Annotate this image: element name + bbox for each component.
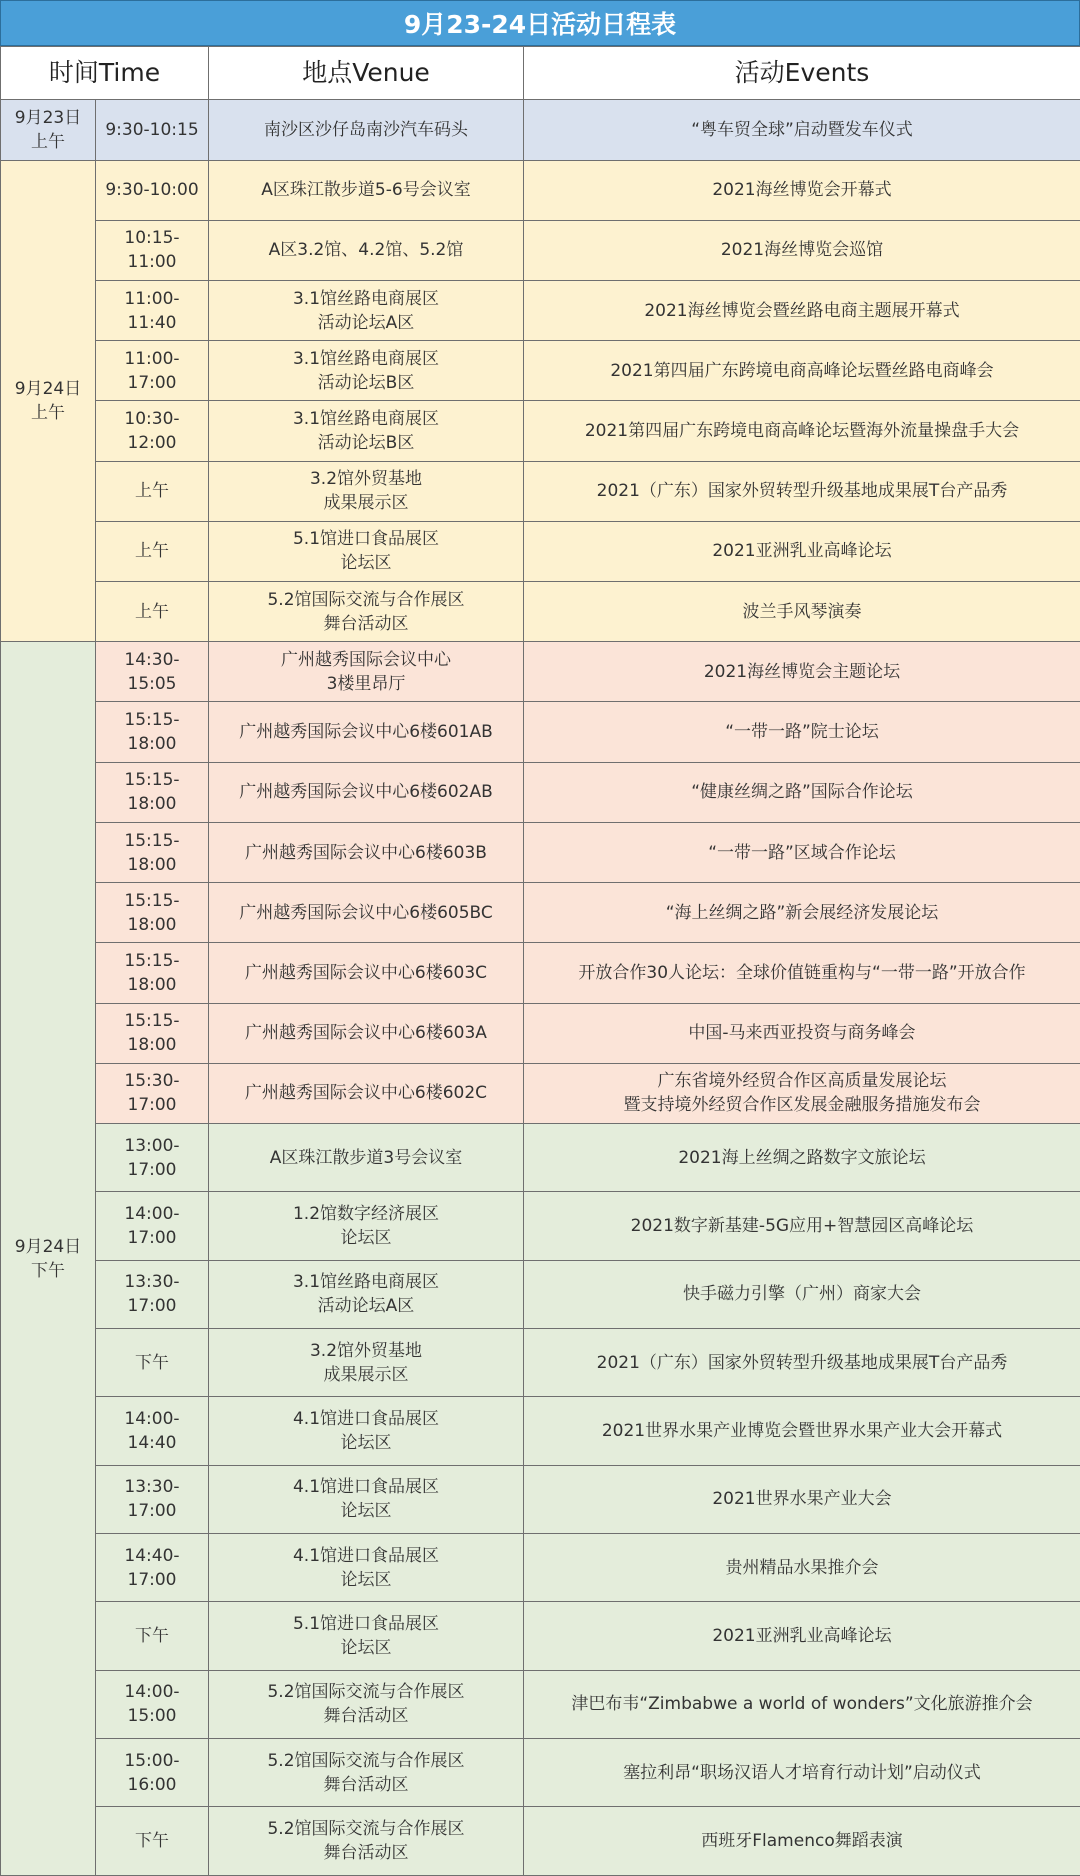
text-line: 广州越秀国际会议中心6楼603C xyxy=(244,962,488,983)
text-line: 广州越秀国际会议中心6楼602C xyxy=(244,1083,488,1104)
event-cell xyxy=(524,461,1080,521)
text-line: 南沙区沙仔岛南沙汽车码头 xyxy=(264,119,468,140)
table-row xyxy=(1,521,1080,581)
event-cell xyxy=(524,1124,1080,1192)
table-row xyxy=(1,822,1080,882)
table-row xyxy=(1,702,1080,762)
venue-cell xyxy=(209,822,524,882)
text-line: 贵州精品水果推介会 xyxy=(725,1557,879,1578)
table-row xyxy=(1,341,1080,401)
venue-cell xyxy=(209,1670,524,1738)
event-cell xyxy=(524,762,1080,822)
text-line: 津巴布韦“Zimbabwe a world of wonders”文化旅游推介会 xyxy=(571,1694,1033,1715)
time-cell: 15:30-17:00 xyxy=(96,1063,209,1123)
time-cell: 13:00-17:00 xyxy=(96,1124,209,1192)
venue-cell xyxy=(209,521,524,581)
event-cell xyxy=(524,1738,1080,1806)
table-row xyxy=(1,1397,1080,1465)
time-cell: 15:15-18:00 xyxy=(96,762,209,822)
table-row xyxy=(1,1465,1080,1533)
event-cell xyxy=(524,160,1080,220)
text-line: 论坛区 xyxy=(340,1432,392,1453)
text-line: 3.1馆丝路电商展区 xyxy=(292,1272,440,1293)
text-line: 2021第四届广东跨境电商高峰论坛暨丝路电商峰会 xyxy=(610,360,994,381)
text-line: 2021数字新基建-5G应用+智慧园区高峰论坛 xyxy=(630,1215,974,1236)
text-line: 广州越秀国际会议中心6楼601AB xyxy=(239,722,493,743)
table-row xyxy=(1,1328,1080,1396)
time-cell: 15:15-18:00 xyxy=(96,1003,209,1063)
table-row xyxy=(1,1807,1080,1876)
venue-cell xyxy=(209,1003,524,1063)
table-row xyxy=(1,1063,1080,1123)
time-cell: 14:00-14:40 xyxy=(96,1397,209,1465)
text-line: 3.2馆外贸基地 xyxy=(309,469,423,490)
date-cell xyxy=(1,100,96,160)
text-line: 3.2馆外贸基地 xyxy=(309,1340,423,1361)
table-row xyxy=(1,883,1080,943)
table-row xyxy=(1,1602,1080,1670)
venue-cell xyxy=(209,1260,524,1328)
text-line: 活动论坛B区 xyxy=(317,432,415,453)
venue-cell xyxy=(209,1738,524,1806)
date-cell xyxy=(1,642,96,1876)
table-row xyxy=(1,1260,1080,1328)
table-row xyxy=(1,1533,1080,1601)
table-row xyxy=(1,1124,1080,1192)
text-line: 舞台活动区 xyxy=(323,1843,409,1864)
text-line: 暨支持境外经贸合作区发展金融服务措施发布会 xyxy=(623,1095,981,1116)
text-line: 5.2馆国际交流与合作展区 xyxy=(267,1819,465,1840)
time-cell: 15:15-18:00 xyxy=(96,822,209,882)
schedule-table xyxy=(0,46,1080,1876)
venue-cell xyxy=(209,280,524,340)
time-cell: 下午 xyxy=(96,1328,209,1396)
time-cell: 9:30-10:15 xyxy=(96,100,209,160)
text-line: A区3.2馆、4.2馆、5.2馆 xyxy=(268,240,464,261)
table-row xyxy=(1,1003,1080,1063)
text-line: 开放合作30人论坛：全球价值链重构与“一带一路”开放合作 xyxy=(578,962,1026,983)
text-line: 西班牙Flamenco舞蹈表演 xyxy=(701,1831,903,1852)
event-cell xyxy=(524,822,1080,882)
text-line: 9月24日 xyxy=(14,378,82,399)
event-cell xyxy=(524,401,1080,461)
event-cell xyxy=(524,1465,1080,1533)
text-line: 2021世界水果产业大会 xyxy=(712,1489,892,1510)
event-cell xyxy=(524,943,1080,1003)
text-line: 9月24日 xyxy=(14,1236,82,1257)
venue-cell xyxy=(209,1602,524,1670)
text-line: 5.1馆进口食品展区 xyxy=(292,529,440,550)
event-cell xyxy=(524,1602,1080,1670)
page-title: 9月23-24日活动日程表 xyxy=(0,0,1080,46)
text-line: “一带一路”区域合作论坛 xyxy=(708,842,896,863)
venue-cell xyxy=(209,1807,524,1876)
header-time: 时间Time xyxy=(1,47,209,100)
text-line: 9月23日 xyxy=(14,107,82,128)
venue-cell xyxy=(209,883,524,943)
venue-cell xyxy=(209,401,524,461)
text-line: 舞台活动区 xyxy=(323,1706,409,1727)
text-line: 论坛区 xyxy=(340,1227,392,1248)
text-line: 舞台活动区 xyxy=(323,1774,409,1795)
text-line: 5.2馆国际交流与合作展区 xyxy=(267,1682,465,1703)
event-cell xyxy=(524,1397,1080,1465)
time-cell: 10:30-12:00 xyxy=(96,401,209,461)
text-line: 论坛区 xyxy=(340,1501,392,1522)
text-line: 广州越秀国际会议中心6楼603B xyxy=(245,842,487,863)
date-cell xyxy=(1,160,96,642)
text-line: 4.1馆进口食品展区 xyxy=(292,1408,440,1429)
venue-cell xyxy=(209,1192,524,1260)
header-venue: 地点Venue xyxy=(209,47,524,100)
text-line: 活动论坛A区 xyxy=(317,312,415,333)
text-line: 5.2馆国际交流与合作展区 xyxy=(267,589,465,610)
table-row xyxy=(1,943,1080,1003)
table-row xyxy=(1,100,1080,160)
text-line: 4.1馆进口食品展区 xyxy=(292,1545,440,1566)
text-line: 2021亚洲乳业高峰论坛 xyxy=(712,1625,892,1646)
text-line: A区珠江散步道5-6号会议室 xyxy=(261,180,471,201)
text-line: 2021海丝博览会开幕式 xyxy=(712,180,892,201)
text-line: 下午 xyxy=(31,1260,65,1281)
venue-cell xyxy=(209,762,524,822)
text-line: 广州越秀国际会议中心 xyxy=(281,649,451,670)
venue-cell xyxy=(209,1124,524,1192)
text-line: 1.2馆数字经济展区 xyxy=(292,1203,440,1224)
time-cell: 11:00-17:00 xyxy=(96,341,209,401)
text-line: 3.1馆丝路电商展区 xyxy=(292,288,440,309)
text-line: A区珠江散步道3号会议室 xyxy=(269,1147,463,1168)
text-line: 5.1馆进口食品展区 xyxy=(292,1613,440,1634)
text-line: 广州越秀国际会议中心6楼603A xyxy=(245,1023,487,1044)
table-row xyxy=(1,1670,1080,1738)
event-cell xyxy=(524,521,1080,581)
text-line: 2021亚洲乳业高峰论坛 xyxy=(712,541,892,562)
event-cell xyxy=(524,582,1080,642)
event-cell xyxy=(524,1063,1080,1123)
text-line: 3楼里昂厅 xyxy=(326,673,406,694)
text-line: 快手磁力引擎（广州）商家大会 xyxy=(683,1284,921,1305)
time-cell: 13:30-17:00 xyxy=(96,1260,209,1328)
time-cell: 15:15-18:00 xyxy=(96,943,209,1003)
event-cell xyxy=(524,883,1080,943)
time-cell: 9:30-10:00 xyxy=(96,160,209,220)
table-row xyxy=(1,642,1080,702)
event-cell xyxy=(524,1533,1080,1601)
time-cell: 10:15-11:00 xyxy=(96,220,209,280)
text-line: 2021海丝博览会主题论坛 xyxy=(703,661,901,682)
table-row xyxy=(1,1192,1080,1260)
text-line: 舞台活动区 xyxy=(323,613,409,634)
text-line: 论坛区 xyxy=(340,553,392,574)
time-cell: 15:15-18:00 xyxy=(96,702,209,762)
text-line: 2021海丝博览会巡馆 xyxy=(720,240,884,261)
time-cell: 13:30-17:00 xyxy=(96,1465,209,1533)
time-cell: 14:40-17:00 xyxy=(96,1533,209,1601)
event-cell xyxy=(524,1807,1080,1876)
event-cell xyxy=(524,1260,1080,1328)
table-header-row xyxy=(1,47,1080,100)
venue-cell xyxy=(209,341,524,401)
table-row xyxy=(1,762,1080,822)
time-cell: 11:00-11:40 xyxy=(96,280,209,340)
table-row xyxy=(1,280,1080,340)
venue-cell xyxy=(209,461,524,521)
text-line: 中国-马来西亚投资与商务峰会 xyxy=(688,1023,916,1044)
text-line: 3.1馆丝路电商展区 xyxy=(292,348,440,369)
text-line: 2021海上丝绸之路数字文旅论坛 xyxy=(678,1147,926,1168)
text-line: 广东省境外经贸合作区高质量发展论坛 xyxy=(657,1071,947,1092)
event-cell xyxy=(524,100,1080,160)
text-line: 2021世界水果产业博览会暨世界水果产业大会开幕式 xyxy=(601,1420,1003,1441)
table-row xyxy=(1,1738,1080,1806)
event-cell xyxy=(524,280,1080,340)
text-line: 成果展示区 xyxy=(323,493,409,514)
venue-cell xyxy=(209,702,524,762)
table-row xyxy=(1,461,1080,521)
event-cell xyxy=(524,702,1080,762)
venue-cell xyxy=(209,1533,524,1601)
venue-cell xyxy=(209,943,524,1003)
venue-cell xyxy=(209,1063,524,1123)
text-line: 论坛区 xyxy=(340,1569,392,1590)
time-cell: 14:00-15:00 xyxy=(96,1670,209,1738)
event-cell xyxy=(524,1003,1080,1063)
text-line: 活动论坛A区 xyxy=(317,1296,415,1317)
event-cell xyxy=(524,1192,1080,1260)
text-line: 2021（广东）国家外贸转型升级基地成果展T台产品秀 xyxy=(596,481,1008,502)
text-line: 塞拉利昂“职场汉语人才培育行动计划”启动仪式 xyxy=(623,1762,981,1783)
time-cell: 下午 xyxy=(96,1807,209,1876)
text-line: 5.2馆国际交流与合作展区 xyxy=(267,1750,465,1771)
venue-cell xyxy=(209,1397,524,1465)
text-line: 上午 xyxy=(31,402,65,423)
table-row xyxy=(1,160,1080,220)
table-row xyxy=(1,582,1080,642)
time-cell: 15:15-18:00 xyxy=(96,883,209,943)
text-line: 2021第四届广东跨境电商高峰论坛暨海外流量操盘手大会 xyxy=(584,420,1020,441)
venue-cell xyxy=(209,642,524,702)
text-line: “海上丝绸之路”新会展经济发展论坛 xyxy=(665,902,939,923)
time-cell: 14:30-15:05 xyxy=(96,642,209,702)
text-line: 广州越秀国际会议中心6楼605BC xyxy=(239,902,493,923)
text-line: 活动论坛B区 xyxy=(317,372,415,393)
text-line: “一带一路”院士论坛 xyxy=(725,722,879,743)
text-line: “粤车贸全球”启动暨发车仪式 xyxy=(691,119,913,140)
venue-cell xyxy=(209,100,524,160)
header-events: 活动Events xyxy=(524,47,1080,100)
venue-cell xyxy=(209,1328,524,1396)
venue-cell xyxy=(209,220,524,280)
time-cell: 14:00-17:00 xyxy=(96,1192,209,1260)
time-cell: 上午 xyxy=(96,461,209,521)
text-line: 成果展示区 xyxy=(323,1364,409,1385)
venue-cell xyxy=(209,1465,524,1533)
text-line: 波兰手风琴演奏 xyxy=(742,601,862,622)
text-line: 上午 xyxy=(31,131,65,152)
table-row xyxy=(1,401,1080,461)
time-cell: 上午 xyxy=(96,582,209,642)
text-line: 广州越秀国际会议中心6楼602AB xyxy=(239,782,493,803)
text-line: 2021海丝博览会暨丝路电商主题展开幕式 xyxy=(644,300,960,321)
table-row xyxy=(1,220,1080,280)
venue-cell xyxy=(209,582,524,642)
event-cell xyxy=(524,1670,1080,1738)
venue-cell xyxy=(209,160,524,220)
event-cell xyxy=(524,642,1080,702)
text-line: 3.1馆丝路电商展区 xyxy=(292,408,440,429)
time-cell: 下午 xyxy=(96,1602,209,1670)
text-line: 4.1馆进口食品展区 xyxy=(292,1477,440,1498)
text-line: “健康丝绸之路”国际合作论坛 xyxy=(691,782,913,803)
event-cell xyxy=(524,220,1080,280)
time-cell: 上午 xyxy=(96,521,209,581)
text-line: 2021（广东）国家外贸转型升级基地成果展T台产品秀 xyxy=(596,1352,1008,1373)
event-cell xyxy=(524,341,1080,401)
event-cell xyxy=(524,1328,1080,1396)
text-line: 论坛区 xyxy=(340,1637,392,1658)
time-cell: 15:00-16:00 xyxy=(96,1738,209,1806)
